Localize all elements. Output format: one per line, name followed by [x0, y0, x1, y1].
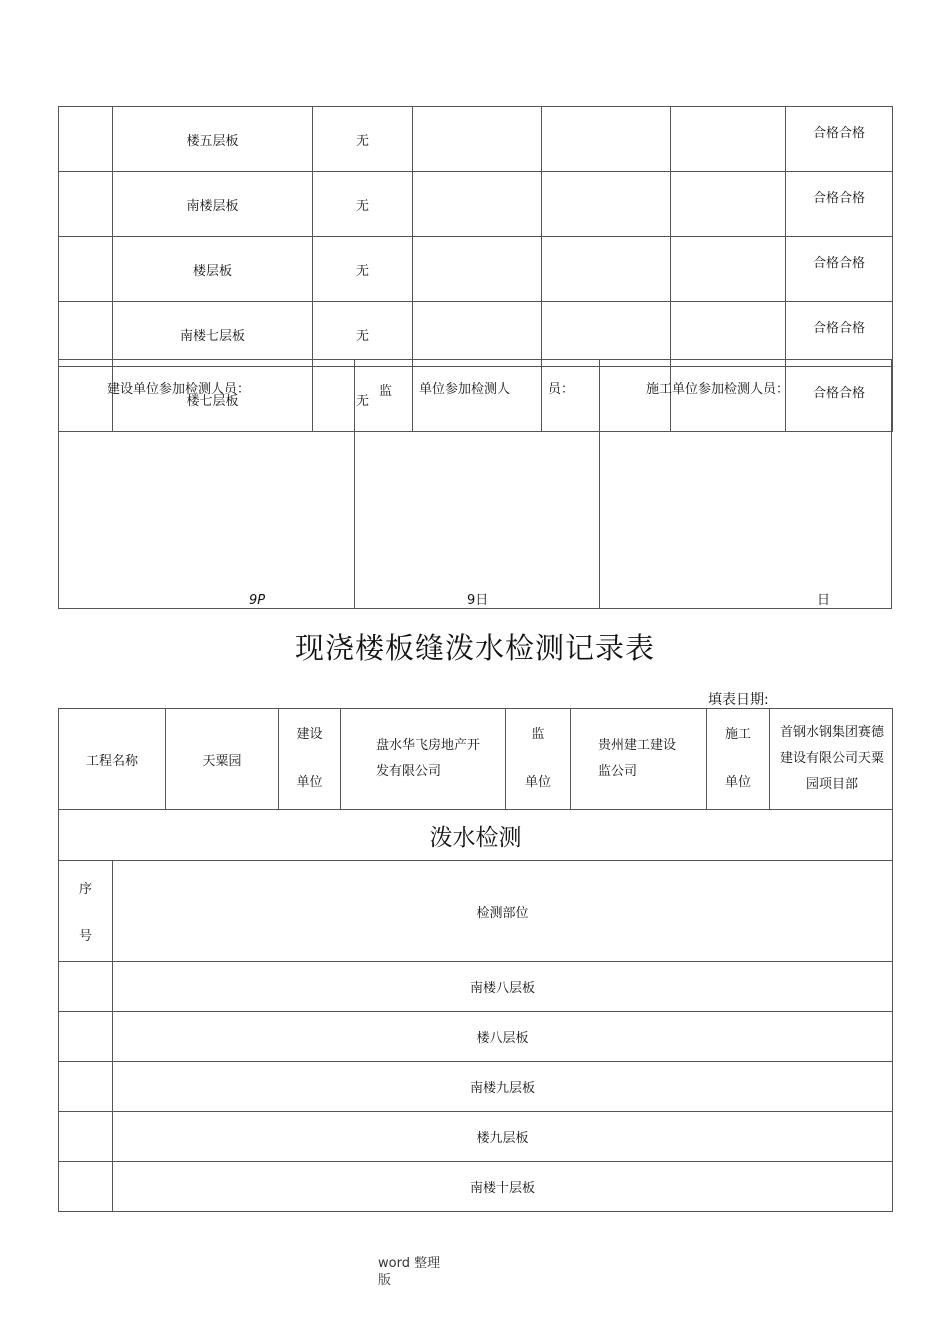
empty-cell [542, 172, 671, 237]
value-cell: 无 [313, 302, 413, 367]
table-row [59, 302, 893, 367]
project-name-value: 天粟园 [166, 709, 279, 810]
owner-label-b: 单位 [296, 775, 323, 790]
empty-cell [671, 107, 786, 172]
location-cell: 楼层板 [113, 237, 313, 302]
value-cell: 无 [313, 237, 413, 302]
value-cell: 无 [313, 367, 413, 432]
result-cell: 合格合格 [786, 237, 893, 302]
section-title-row [59, 810, 893, 861]
empty-cell [542, 107, 671, 172]
table-row [59, 1062, 893, 1112]
footer-line-1: word 整理 [378, 1256, 441, 1271]
seq-cell [59, 962, 113, 1012]
seq-header-b: 号 [78, 929, 92, 944]
builder-signature-box [599, 359, 892, 609]
construction-signature-box [58, 359, 355, 609]
result-cell: 合格合格 [786, 107, 893, 172]
empty-cell [671, 237, 786, 302]
owner-value: 盘水华飞房地产开发有限公司 [341, 709, 506, 810]
contractor-label-b: 单位 [725, 775, 752, 790]
contractor-value: 首钢水钢集团赛德建设有限公司天粟园项目部 [770, 709, 893, 810]
contractor-label-a: 施工 [725, 727, 752, 742]
supervisor-label-b: 单位 [525, 775, 552, 790]
location-cell: 楼五层板 [113, 107, 313, 172]
seq-cell [59, 302, 113, 367]
location-cell: 南楼九层板 [113, 1062, 893, 1112]
builder-signature-label: 施工单位参加检测人员： [646, 382, 790, 397]
location-cell: 南楼十层板 [113, 1162, 893, 1212]
table-row [59, 237, 893, 302]
table-row [59, 107, 893, 172]
empty-cell [542, 302, 671, 367]
supervision-signature-label-c: 员： [548, 382, 575, 397]
seq-header-a: 序 [78, 882, 92, 897]
empty-cell [413, 302, 542, 367]
footer-note [378, 1255, 440, 1289]
seq-cell [59, 172, 113, 237]
supervisor-value: 贵州建工建设监公司 [571, 709, 707, 810]
location-header: 检测部位 [113, 861, 893, 962]
section-title: 泼水检测 [59, 810, 893, 861]
value-cell: 无 [313, 172, 413, 237]
empty-cell [413, 172, 542, 237]
empty-cell [413, 237, 542, 302]
footer-line-2: 版 [378, 1273, 392, 1288]
table-row [59, 1162, 893, 1212]
result-cell: 合格合格 [786, 172, 893, 237]
supervisor-label [506, 709, 571, 810]
table-row [59, 1112, 893, 1162]
column-header-row [59, 861, 893, 962]
value-cell: 无 [313, 107, 413, 172]
location-cell: 楼七层板 [113, 367, 313, 432]
empty-cell [671, 302, 786, 367]
construction-signature-date: 9P [249, 593, 266, 608]
supervision-signature-date: 9日 [467, 593, 489, 608]
location-cell: 南楼层板 [113, 172, 313, 237]
owner-label [279, 709, 341, 810]
builder-signature-date: 日 [817, 593, 831, 608]
seq-cell [59, 237, 113, 302]
location-cell: 楼八层板 [113, 1012, 893, 1062]
location-cell: 楼九层板 [113, 1112, 893, 1162]
supervision-signature-label-a: 监 [379, 384, 393, 399]
seq-cell [59, 1012, 113, 1062]
result-cell: 合格合格 [786, 367, 893, 432]
owner-label-a: 建设 [296, 727, 323, 742]
seq-header [59, 861, 113, 962]
table-row [59, 1012, 893, 1062]
fill-date-label: 填表日期: [708, 692, 769, 708]
contractor-label [707, 709, 770, 810]
result-cell: 合格合格 [786, 302, 893, 367]
seq-cell [59, 1062, 113, 1112]
location-cell: 南楼八层板 [113, 962, 893, 1012]
table-row [59, 962, 893, 1012]
page-title: 现浇楼板缝泼水检测记录表 [294, 631, 655, 665]
empty-cell [671, 172, 786, 237]
project-header-row [59, 709, 893, 810]
supervisor-label-a: 监 [531, 727, 545, 742]
empty-cell [542, 237, 671, 302]
seq-cell [59, 1162, 113, 1212]
project-name-label: 工程名称 [59, 709, 166, 810]
seq-cell [59, 107, 113, 172]
construction-signature-label: 建设单位参加检测人员： [107, 382, 251, 397]
seq-cell [59, 1112, 113, 1162]
supervision-signature-label-b: 单位参加检测人 [419, 382, 511, 397]
empty-cell [413, 107, 542, 172]
location-cell: 南楼七层板 [113, 302, 313, 367]
water-test-form-table [58, 708, 893, 1212]
supervision-signature-box [354, 359, 600, 609]
table-row [59, 172, 893, 237]
